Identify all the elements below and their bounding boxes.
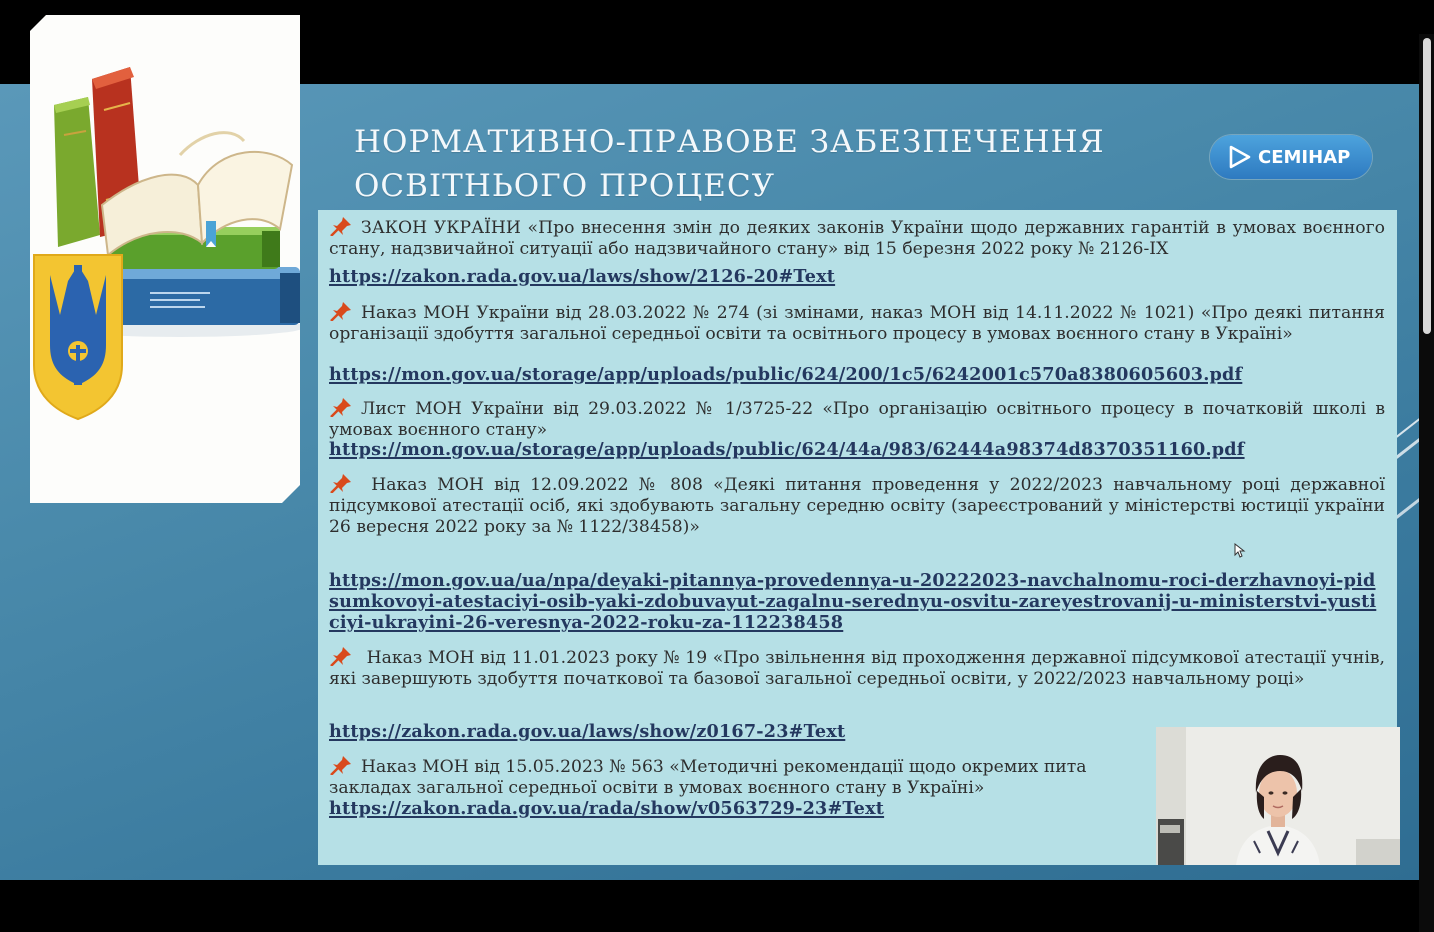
document-link[interactable]: https://zakon.rada.gov.ua/rada/show/v0563729-23#Text (329, 798, 885, 819)
list-item (329, 570, 1385, 633)
document-text: Наказ МОН від 15.05.2023 № 563 «Методичні рекомендації щодо окремих пита (329, 755, 1159, 778)
document-link[interactable]: https://mon.gov.ua/storage/app/uploads/public/624/44a/983/62444a98374d8370351160.pdf (329, 439, 1245, 460)
pushpin-icon (329, 397, 353, 417)
pushpin-icon (329, 473, 353, 493)
document-text: Наказ МОН від 11.01.2023 року № 19 «Про звільнення від проходження державної підсумкової атестації учнів, які завершують здобуття початкової та базової загальної середньої освіти, у 2022/2023 навчальному році» (329, 648, 1385, 689)
list-item (329, 439, 1385, 460)
document-link[interactable]: https://mon.gov.ua/ua/npa/deyaki-pitannya-provedennya-u-20222023-navchalnomu-roci-derzhavnoyi-pidsumkovoyi-atestaciyi-osib-yaki-zdobuvayut-zagalnu-serednyu-osvitu-zareyestrovanij-u-ministerstvi-yusticiyi-ukrayini-26-veresnya-2022-roku-za-112238458 (329, 570, 1377, 633)
page-title (354, 120, 1154, 208)
document-link[interactable]: https://zakon.rada.gov.ua/laws/show/z0167-23#Text (329, 721, 846, 742)
standing-book-icon (54, 97, 100, 247)
ukraine-trident-icon (34, 255, 122, 419)
pushpin-icon (329, 301, 353, 321)
video-bottom-bar (0, 880, 1434, 932)
list-item (329, 473, 1385, 538)
document-link[interactable]: https://mon.gov.ua/storage/app/uploads/public/624/200/1c5/6242001c570a8380605603.pdf (329, 364, 1243, 385)
pushpin-icon (329, 216, 353, 236)
document-text: Наказ МОН від 12.09.2022 № 808 «Деякі питання проведення у 2022/2023 навчальному році державної підсумкової атестації осіб, які здобувають загальну середню освіту (зареєстрований у міністерстві юстиції україни 26 вересня 2022 року за № 1122/38458)» (329, 475, 1385, 537)
seminar-badge (1210, 135, 1372, 179)
list-item (329, 364, 1385, 385)
document-text: Наказ МОН України від 28.03.2022 № 274 (зі змінами, наказ МОН від 14.11.2022 № 1021) «Про деякі питання організації здобуття загальної середньої освіти та освітнього процесу в умовах воєнного стану в Україні» (329, 303, 1385, 344)
badge-label: СЕМІНАР (1258, 146, 1351, 168)
mouse-cursor-icon (1234, 543, 1246, 559)
title-line-1: НОРМАТИВНО-ПРАВОВЕ ЗАБЕЗПЕЧЕННЯ (354, 124, 1105, 160)
document-link[interactable]: https://zakon.rada.gov.ua/laws/show/2126-20#Text (329, 266, 836, 287)
title-line-2: ОСВІТНЬОГО ПРОЦЕСУ (354, 168, 776, 204)
list-item (329, 266, 1385, 287)
list-item (329, 755, 1159, 799)
document-text: Лист МОН України від 29.03.2022 № 1/3725-22 «Про організацію освітнього процесу в початковій школі в умовах воєнного стану» (329, 399, 1385, 440)
pushpin-icon (329, 646, 353, 666)
list-item (329, 216, 1385, 260)
blue-book-icon (100, 267, 300, 325)
document-text: ЗАКОН УКРАЇНИ «Про внесення змін до деяких законів України щодо державних гарантій в умовах воєнного стану, надзвичайної ситуації або надзвичайного стану» від 15 березня 2022 року № 2126-IX (329, 218, 1385, 259)
document-text-line-2: закладах загальної середньої освіти в умовах воєнного стану в Україні» (329, 778, 985, 798)
pushpin-icon (329, 755, 353, 775)
list-item (329, 301, 1385, 345)
list-item (329, 646, 1385, 690)
scrollbar-thumb[interactable] (1423, 38, 1431, 334)
play-icon (1226, 144, 1252, 170)
list-item (329, 397, 1385, 441)
webcam-video (1156, 727, 1400, 865)
books-illustration (30, 15, 300, 503)
